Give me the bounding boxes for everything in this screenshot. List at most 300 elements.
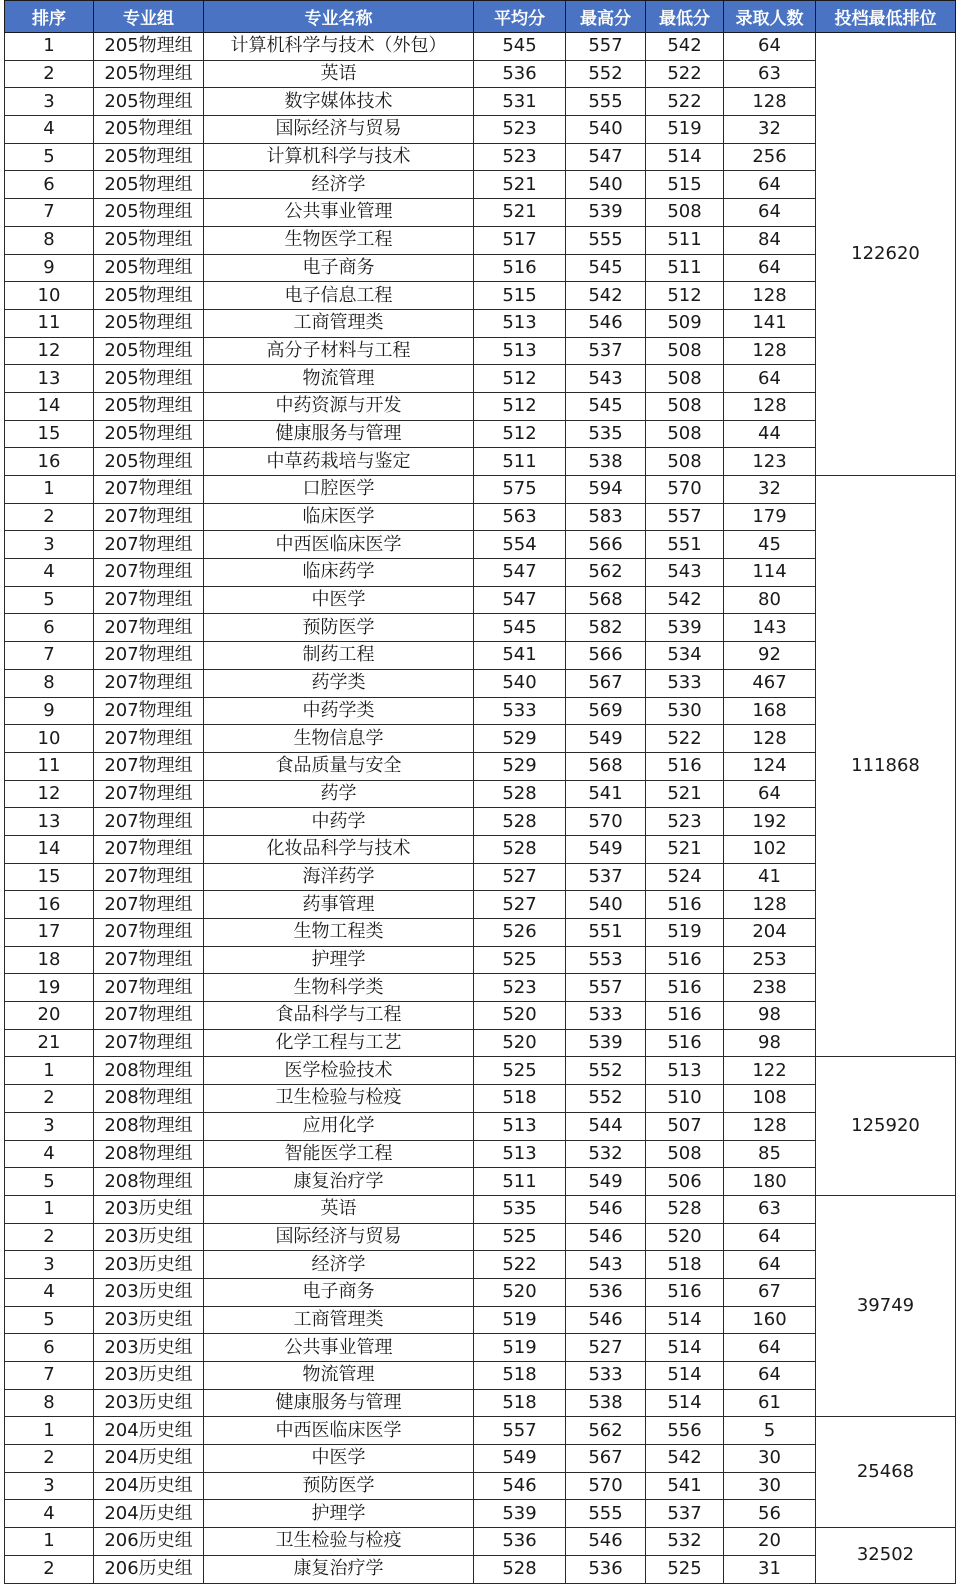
- cell-group: 205物理组: [94, 365, 204, 393]
- cell-avg-score: 540: [474, 669, 566, 697]
- cell-avg-score: 513: [474, 1140, 566, 1168]
- cell-enrolled: 64: [724, 33, 816, 61]
- cell-enrolled: 128: [724, 1112, 816, 1140]
- cell-min-score: 510: [646, 1085, 724, 1113]
- cell-max-score: 551: [566, 919, 646, 947]
- cell-min-score: 542: [646, 33, 724, 61]
- table-row: [5, 1029, 956, 1057]
- cell-min-score: 511: [646, 226, 724, 254]
- cell-min-score: 508: [646, 337, 724, 365]
- cell-group: 207物理组: [94, 476, 204, 504]
- cell-avg-score: 547: [474, 586, 566, 614]
- table-row: [5, 919, 956, 947]
- table-row: [5, 33, 956, 61]
- cell-major: 应用化学: [204, 1112, 474, 1140]
- cell-min-score: 532: [646, 1528, 724, 1556]
- table-row: [5, 1362, 956, 1390]
- cell-group: 207物理组: [94, 752, 204, 780]
- cell-enrolled: 122: [724, 1057, 816, 1085]
- cell-rank: 3: [5, 531, 94, 559]
- cell-max-score: 535: [566, 420, 646, 448]
- cell-avg-score: 521: [474, 199, 566, 227]
- header-group: 专业组: [94, 1, 204, 33]
- cell-avg-score: 519: [474, 1306, 566, 1334]
- cell-major: 药学: [204, 780, 474, 808]
- cell-min-score: 525: [646, 1555, 724, 1583]
- table-row: [5, 1417, 956, 1445]
- table-row: [5, 226, 956, 254]
- cell-max-score: 540: [566, 171, 646, 199]
- table-row: [5, 282, 956, 310]
- cell-major: 计算机科学与技术: [204, 143, 474, 171]
- table-row: [5, 697, 956, 725]
- cell-rank: 2: [5, 1445, 94, 1473]
- cell-max-score: 546: [566, 309, 646, 337]
- cell-max-score: 569: [566, 697, 646, 725]
- cell-max-score: 543: [566, 1251, 646, 1279]
- cell-avg-score: 513: [474, 337, 566, 365]
- cell-rank: 2: [5, 60, 94, 88]
- cell-enrolled: 114: [724, 559, 816, 587]
- cell-group: 205物理组: [94, 420, 204, 448]
- cell-max-score: 567: [566, 1445, 646, 1473]
- cell-max-score: 545: [566, 254, 646, 282]
- cell-major: 康复治疗学: [204, 1168, 474, 1196]
- cell-avg-score: 528: [474, 808, 566, 836]
- cell-max-score: 533: [566, 1002, 646, 1030]
- header-min-rank: 投档最低排位: [816, 1, 956, 33]
- cell-rank: 3: [5, 88, 94, 116]
- cell-min-score: 530: [646, 697, 724, 725]
- cell-rank: 6: [5, 1334, 94, 1362]
- cell-avg-score: 526: [474, 919, 566, 947]
- cell-avg-score: 523: [474, 116, 566, 144]
- cell-enrolled: 64: [724, 780, 816, 808]
- cell-avg-score: 528: [474, 835, 566, 863]
- cell-major: 电子信息工程: [204, 282, 474, 310]
- cell-avg-score: 528: [474, 780, 566, 808]
- cell-min-score: 528: [646, 1195, 724, 1223]
- cell-major: 护理学: [204, 1500, 474, 1528]
- cell-avg-score: 539: [474, 1500, 566, 1528]
- cell-group: 205物理组: [94, 337, 204, 365]
- cell-enrolled: 256: [724, 143, 816, 171]
- cell-rank: 3: [5, 1472, 94, 1500]
- table-row: [5, 1223, 956, 1251]
- cell-enrolled: 168: [724, 697, 816, 725]
- cell-min-score: 514: [646, 1362, 724, 1390]
- cell-min-score: 506: [646, 1168, 724, 1196]
- cell-rank: 18: [5, 946, 94, 974]
- cell-max-score: 537: [566, 337, 646, 365]
- cell-major: 护理学: [204, 946, 474, 974]
- cell-major: 康复治疗学: [204, 1555, 474, 1583]
- cell-group: 207物理组: [94, 642, 204, 670]
- cell-rank: 3: [5, 1112, 94, 1140]
- cell-avg-score: 545: [474, 614, 566, 642]
- cell-rank: 13: [5, 365, 94, 393]
- cell-group: 203历史组: [94, 1251, 204, 1279]
- cell-enrolled: 85: [724, 1140, 816, 1168]
- cell-major: 生物医学工程: [204, 226, 474, 254]
- table-row: [5, 1085, 956, 1113]
- cell-max-score: 553: [566, 946, 646, 974]
- cell-min-score: 515: [646, 171, 724, 199]
- cell-min-score: 516: [646, 1002, 724, 1030]
- cell-group: 205物理组: [94, 116, 204, 144]
- cell-avg-score: 523: [474, 143, 566, 171]
- cell-min-score: 523: [646, 808, 724, 836]
- cell-rank: 10: [5, 282, 94, 310]
- cell-group: 207物理组: [94, 531, 204, 559]
- cell-avg-score: 513: [474, 309, 566, 337]
- cell-group: 205物理组: [94, 60, 204, 88]
- cell-avg-score: 525: [474, 1057, 566, 1085]
- cell-major: 生物工程类: [204, 919, 474, 947]
- cell-major: 国际经济与贸易: [204, 1223, 474, 1251]
- table-row: [5, 337, 956, 365]
- cell-major: 药学类: [204, 669, 474, 697]
- cell-max-score: 562: [566, 559, 646, 587]
- cell-enrolled: 44: [724, 420, 816, 448]
- cell-group: 207物理组: [94, 974, 204, 1002]
- cell-rank: 5: [5, 586, 94, 614]
- cell-group: 208物理组: [94, 1168, 204, 1196]
- cell-min-score: 522: [646, 88, 724, 116]
- cell-major: 公共事业管理: [204, 1334, 474, 1362]
- table-row: [5, 1195, 956, 1223]
- cell-enrolled: 64: [724, 254, 816, 282]
- cell-group: 205物理组: [94, 88, 204, 116]
- cell-rank: 4: [5, 1278, 94, 1306]
- header-major: 专业名称: [204, 1, 474, 33]
- table-row: [5, 171, 956, 199]
- cell-min-score: 520: [646, 1223, 724, 1251]
- cell-group: 204历史组: [94, 1445, 204, 1473]
- cell-rank: 12: [5, 337, 94, 365]
- cell-enrolled: 41: [724, 863, 816, 891]
- cell-avg-score: 529: [474, 725, 566, 753]
- cell-major: 中西医临床医学: [204, 1417, 474, 1445]
- cell-major: 英语: [204, 1195, 474, 1223]
- cell-max-score: 527: [566, 1334, 646, 1362]
- cell-avg-score: 536: [474, 1528, 566, 1556]
- cell-max-score: 549: [566, 835, 646, 863]
- cell-min-score: 514: [646, 1306, 724, 1334]
- cell-major: 生物科学类: [204, 974, 474, 1002]
- cell-max-score: 539: [566, 1029, 646, 1057]
- cell-max-score: 555: [566, 1500, 646, 1528]
- header-min: 最低分: [646, 1, 724, 33]
- cell-max-score: 537: [566, 863, 646, 891]
- cell-enrolled: 128: [724, 891, 816, 919]
- cell-enrolled: 64: [724, 199, 816, 227]
- cell-major: 数字媒体技术: [204, 88, 474, 116]
- cell-enrolled: 160: [724, 1306, 816, 1334]
- header-max: 最高分: [566, 1, 646, 33]
- cell-rank: 4: [5, 116, 94, 144]
- cell-min-score: 533: [646, 669, 724, 697]
- cell-major: 英语: [204, 60, 474, 88]
- cell-min-score: 543: [646, 559, 724, 587]
- cell-rank: 4: [5, 1500, 94, 1528]
- cell-enrolled: 92: [724, 642, 816, 670]
- cell-major: 制药工程: [204, 642, 474, 670]
- cell-max-score: 547: [566, 143, 646, 171]
- cell-rank: 5: [5, 1168, 94, 1196]
- table-row: [5, 60, 956, 88]
- cell-group: 204历史组: [94, 1500, 204, 1528]
- cell-group: 207物理组: [94, 863, 204, 891]
- cell-major: 食品质量与安全: [204, 752, 474, 780]
- table-row: [5, 309, 956, 337]
- cell-rank: 15: [5, 863, 94, 891]
- cell-rank: 1: [5, 1528, 94, 1556]
- cell-min-score: 557: [646, 503, 724, 531]
- cell-max-score: 566: [566, 531, 646, 559]
- cell-min-score: 522: [646, 725, 724, 753]
- cell-enrolled: 467: [724, 669, 816, 697]
- cell-rank: 4: [5, 559, 94, 587]
- cell-min-score: 516: [646, 1278, 724, 1306]
- table-row: [5, 752, 956, 780]
- cell-enrolled: 56: [724, 1500, 816, 1528]
- cell-major: 预防医学: [204, 614, 474, 642]
- table-row: [5, 1112, 956, 1140]
- cell-max-score: 549: [566, 725, 646, 753]
- cell-enrolled: 192: [724, 808, 816, 836]
- cell-min-score: 514: [646, 143, 724, 171]
- cell-avg-score: 522: [474, 1251, 566, 1279]
- cell-group: 203历史组: [94, 1334, 204, 1362]
- cell-avg-score: 516: [474, 254, 566, 282]
- cell-rank: 2: [5, 1223, 94, 1251]
- cell-enrolled: 253: [724, 946, 816, 974]
- table-row: [5, 1306, 956, 1334]
- cell-group: 204历史组: [94, 1472, 204, 1500]
- table-row: [5, 1002, 956, 1030]
- header-rank: 排序: [5, 1, 94, 33]
- cell-enrolled: 179: [724, 503, 816, 531]
- table-row: [5, 1389, 956, 1417]
- cell-max-score: 570: [566, 1472, 646, 1500]
- cell-group: 207物理组: [94, 586, 204, 614]
- cell-enrolled: 32: [724, 116, 816, 144]
- cell-group: 207物理组: [94, 669, 204, 697]
- cell-group: 206历史组: [94, 1528, 204, 1556]
- cell-major: 电子商务: [204, 1278, 474, 1306]
- cell-avg-score: 527: [474, 863, 566, 891]
- cell-group: 207物理组: [94, 780, 204, 808]
- cell-rank: 14: [5, 835, 94, 863]
- cell-min-score: 519: [646, 919, 724, 947]
- cell-max-score: 562: [566, 1417, 646, 1445]
- table-row: [5, 725, 956, 753]
- cell-group: 203历史组: [94, 1278, 204, 1306]
- cell-group: 205物理组: [94, 309, 204, 337]
- cell-rank: 9: [5, 697, 94, 725]
- cell-max-score: 541: [566, 780, 646, 808]
- cell-major: 工商管理类: [204, 1306, 474, 1334]
- cell-major: 口腔医学: [204, 476, 474, 504]
- cell-major: 卫生检验与检疫: [204, 1528, 474, 1556]
- cell-group: 207物理组: [94, 835, 204, 863]
- cell-avg-score: 518: [474, 1085, 566, 1113]
- cell-major: 中草药栽培与鉴定: [204, 448, 474, 476]
- cell-enrolled: 64: [724, 171, 816, 199]
- cell-enrolled: 20: [724, 1528, 816, 1556]
- cell-min-score: 534: [646, 642, 724, 670]
- cell-major: 计算机科学与技术（外包）: [204, 33, 474, 61]
- cell-avg-score: 531: [474, 88, 566, 116]
- table-row: [5, 946, 956, 974]
- cell-group: 203历史组: [94, 1362, 204, 1390]
- cell-enrolled: 31: [724, 1555, 816, 1583]
- cell-major: 经济学: [204, 1251, 474, 1279]
- cell-max-score: 552: [566, 1057, 646, 1085]
- table-row: [5, 254, 956, 282]
- cell-major: 国际经济与贸易: [204, 116, 474, 144]
- cell-max-score: 555: [566, 226, 646, 254]
- cell-rank: 7: [5, 199, 94, 227]
- cell-avg-score: 563: [474, 503, 566, 531]
- cell-min-score: 514: [646, 1389, 724, 1417]
- cell-major: 中药学: [204, 808, 474, 836]
- cell-avg-score: 528: [474, 1555, 566, 1583]
- cell-avg-score: 512: [474, 365, 566, 393]
- cell-enrolled: 80: [724, 586, 816, 614]
- cell-avg-score: 549: [474, 1445, 566, 1473]
- cell-min-score: 521: [646, 835, 724, 863]
- cell-group: 208物理组: [94, 1140, 204, 1168]
- cell-avg-score: 535: [474, 1195, 566, 1223]
- cell-group: 205物理组: [94, 392, 204, 420]
- cell-max-score: 594: [566, 476, 646, 504]
- cell-min-rank: 39749: [816, 1195, 956, 1417]
- table-row: [5, 669, 956, 697]
- cell-rank: 5: [5, 143, 94, 171]
- cell-rank: 1: [5, 476, 94, 504]
- cell-major: 中药资源与开发: [204, 392, 474, 420]
- cell-enrolled: 45: [724, 531, 816, 559]
- cell-enrolled: 64: [724, 1362, 816, 1390]
- cell-enrolled: 204: [724, 919, 816, 947]
- cell-max-score: 544: [566, 1112, 646, 1140]
- cell-avg-score: 536: [474, 60, 566, 88]
- cell-max-score: 557: [566, 33, 646, 61]
- cell-min-score: 516: [646, 974, 724, 1002]
- cell-rank: 6: [5, 171, 94, 199]
- cell-major: 预防医学: [204, 1472, 474, 1500]
- cell-max-score: 546: [566, 1306, 646, 1334]
- cell-major: 药事管理: [204, 891, 474, 919]
- cell-min-score: 516: [646, 891, 724, 919]
- table-row: [5, 1555, 956, 1583]
- cell-rank: 8: [5, 226, 94, 254]
- cell-max-score: 538: [566, 1389, 646, 1417]
- cell-max-score: 566: [566, 642, 646, 670]
- cell-min-score: 516: [646, 946, 724, 974]
- cell-rank: 2: [5, 1085, 94, 1113]
- cell-min-score: 519: [646, 116, 724, 144]
- table-row: [5, 1500, 956, 1528]
- table-row: [5, 1168, 956, 1196]
- cell-major: 高分子材料与工程: [204, 337, 474, 365]
- table-row: [5, 891, 956, 919]
- cell-major: 卫生检验与检疫: [204, 1085, 474, 1113]
- cell-group: 203历史组: [94, 1389, 204, 1417]
- cell-major: 智能医学工程: [204, 1140, 474, 1168]
- cell-rank: 12: [5, 780, 94, 808]
- table-row: [5, 1140, 956, 1168]
- cell-min-rank: 122620: [816, 33, 956, 476]
- table-row: [5, 586, 956, 614]
- cell-rank: 11: [5, 309, 94, 337]
- cell-major: 生物信息学: [204, 725, 474, 753]
- cell-enrolled: 128: [724, 282, 816, 310]
- cell-max-score: 552: [566, 1085, 646, 1113]
- cell-group: 204历史组: [94, 1417, 204, 1445]
- cell-min-score: 516: [646, 1029, 724, 1057]
- cell-group: 205物理组: [94, 33, 204, 61]
- cell-min-score: 570: [646, 476, 724, 504]
- table-row: [5, 559, 956, 587]
- cell-major: 健康服务与管理: [204, 1389, 474, 1417]
- cell-major: 食品科学与工程: [204, 1002, 474, 1030]
- cell-avg-score: 557: [474, 1417, 566, 1445]
- cell-group: 207物理组: [94, 697, 204, 725]
- cell-major: 医学检验技术: [204, 1057, 474, 1085]
- cell-rank: 20: [5, 1002, 94, 1030]
- cell-group: 207物理组: [94, 1029, 204, 1057]
- cell-major: 经济学: [204, 171, 474, 199]
- cell-min-rank: 111868: [816, 476, 956, 1057]
- table-row: [5, 365, 956, 393]
- cell-min-score: 551: [646, 531, 724, 559]
- cell-min-score: 508: [646, 448, 724, 476]
- table-row: [5, 1472, 956, 1500]
- cell-rank: 14: [5, 392, 94, 420]
- table-row: [5, 143, 956, 171]
- cell-min-score: 513: [646, 1057, 724, 1085]
- cell-avg-score: 517: [474, 226, 566, 254]
- cell-min-score: 508: [646, 199, 724, 227]
- cell-max-score: 545: [566, 392, 646, 420]
- cell-max-score: 546: [566, 1195, 646, 1223]
- table-row: [5, 1057, 956, 1085]
- cell-enrolled: 61: [724, 1389, 816, 1417]
- cell-major: 电子商务: [204, 254, 474, 282]
- cell-avg-score: 519: [474, 1334, 566, 1362]
- cell-group: 208物理组: [94, 1112, 204, 1140]
- cell-group: 207物理组: [94, 808, 204, 836]
- cell-max-score: 540: [566, 116, 646, 144]
- cell-enrolled: 128: [724, 88, 816, 116]
- cell-avg-score: 527: [474, 891, 566, 919]
- cell-min-score: 507: [646, 1112, 724, 1140]
- cell-enrolled: 108: [724, 1085, 816, 1113]
- cell-group: 207物理组: [94, 946, 204, 974]
- cell-max-score: 546: [566, 1223, 646, 1251]
- cell-group: 205物理组: [94, 448, 204, 476]
- cell-enrolled: 102: [724, 835, 816, 863]
- cell-min-score: 521: [646, 780, 724, 808]
- cell-rank: 9: [5, 254, 94, 282]
- cell-min-score: 508: [646, 1140, 724, 1168]
- cell-max-score: 533: [566, 1362, 646, 1390]
- header-avg: 平均分: [474, 1, 566, 33]
- cell-rank: 7: [5, 642, 94, 670]
